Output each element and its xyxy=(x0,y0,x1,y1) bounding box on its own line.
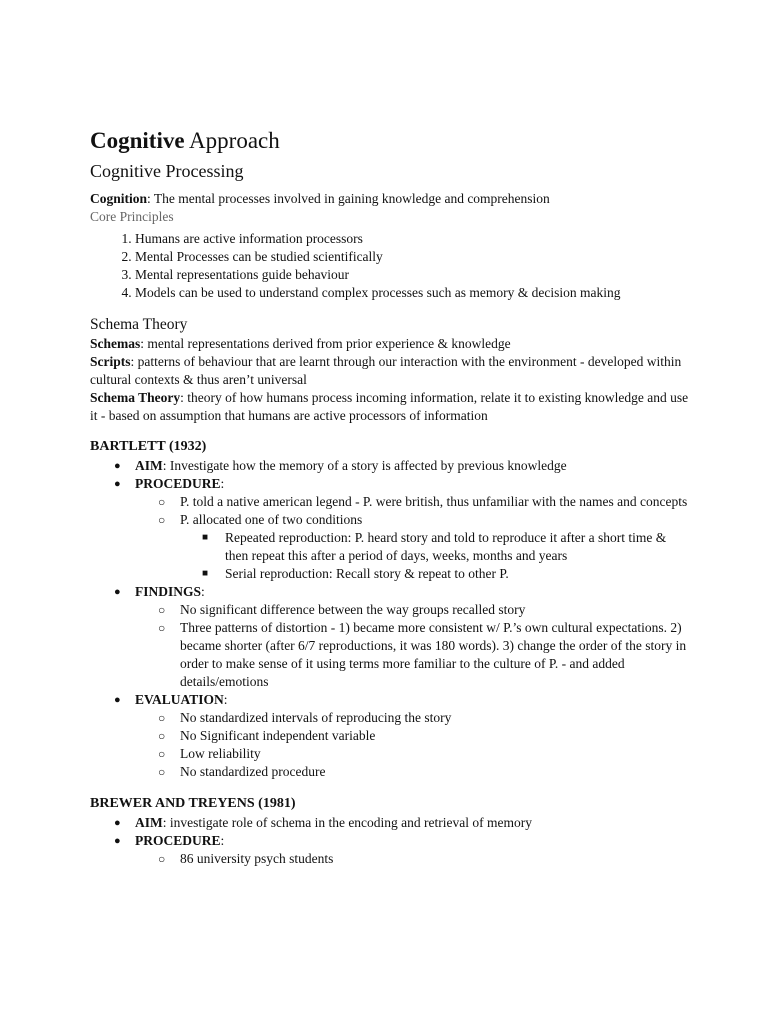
section-heading-schema-theory: Schema Theory xyxy=(90,316,188,333)
document-title xyxy=(90,124,690,158)
findings-label: FINDINGS xyxy=(135,584,202,599)
schema-theory-term: Schema Theory xyxy=(90,390,181,405)
list-item xyxy=(135,763,690,781)
procedure-label: PROCEDURE xyxy=(135,476,221,491)
procedure-sublist xyxy=(135,493,690,583)
section-heading-cognitive-processing: Cognitive Processing xyxy=(90,161,244,181)
procedure-label: PROCEDURE xyxy=(135,833,221,848)
evaluation-text: No standardized procedure xyxy=(180,764,326,779)
evaluation-colon: : xyxy=(223,692,228,707)
schemas-term: Schemas xyxy=(90,336,141,351)
condition-text: Repeated reproduction: P. heard story and told to reproduce it after a short time & then repeat this after a period of days, weeks, months and years xyxy=(225,530,667,563)
study-heading-brewer-treyens: BREWER AND TREYENS (1981) xyxy=(90,796,296,811)
list-item xyxy=(90,457,690,475)
findings-sublist xyxy=(135,601,690,691)
core-principles-list xyxy=(90,230,690,302)
procedure-colon: : xyxy=(220,476,225,491)
list-item xyxy=(90,475,690,583)
circle-marker: ○ xyxy=(158,621,166,635)
circle-marker: ○ xyxy=(158,765,166,779)
title-rest-part: Approach xyxy=(184,128,280,153)
aim-text: : investigate role of schema in the encoding and retrieval of memory xyxy=(162,815,532,830)
principle-item: 3. Mental representations guide behaviour xyxy=(135,266,690,284)
evaluation-text: No standardized intervals of reproducing the story xyxy=(180,710,452,725)
bartlett-list xyxy=(90,457,690,781)
study-heading-bartlett: BARTLETT (1932) xyxy=(90,439,207,454)
bullet-marker: ● xyxy=(114,817,121,829)
cognition-def-text: : The mental processes involved in gaining knowledge and comprehension xyxy=(147,191,550,206)
scripts-definition xyxy=(90,353,690,389)
circle-marker: ○ xyxy=(158,711,166,725)
list-item xyxy=(135,727,690,745)
list-item xyxy=(180,565,690,583)
circle-marker: ○ xyxy=(158,513,166,527)
finding-text: Three patterns of distortion - 1) became more consistent w/ P.’s own cultural expectations. 2) became shorter (after 6/7 reproductions, it was 180 words). 3) change the order of the story in order to make sense of it using terms more familiar to the culture of P. - and added details/emotions xyxy=(180,620,687,689)
schema-theory-def-text: : theory of how humans process incoming information, relate it to existing knowledge and use it - based on assumption that humans are active processors of information xyxy=(90,390,689,423)
circle-marker: ○ xyxy=(158,747,166,761)
circle-marker: ○ xyxy=(158,495,166,509)
bullet-marker: ● xyxy=(114,835,121,847)
procedure-colon: : xyxy=(220,833,225,848)
square-marker: ■ xyxy=(202,568,209,579)
core-principles-label: Core Principles xyxy=(90,209,174,224)
list-item xyxy=(135,745,690,763)
list-item xyxy=(180,529,690,565)
procedure-item-text: 86 university psych students xyxy=(180,851,334,866)
list-item xyxy=(135,709,690,727)
procedure-item-text: P. told a native american legend - P. were british, thus unfamiliar with the names and concepts xyxy=(180,494,688,509)
list-item xyxy=(90,832,690,868)
finding-text: No significant difference between the way groups recalled story xyxy=(180,602,526,617)
bullet-marker: ● xyxy=(114,586,121,598)
list-item xyxy=(135,493,690,511)
schemas-def-text: : mental representations derived from prior experience & knowledge xyxy=(140,336,511,351)
condition-text: Serial reproduction: Recall story & repeat to other P. xyxy=(225,566,509,581)
schema-theory-definition xyxy=(90,389,690,425)
list-item xyxy=(90,583,690,691)
title-bold-part: Cognitive xyxy=(90,128,185,153)
document-page xyxy=(90,124,690,868)
square-marker: ■ xyxy=(202,532,209,543)
evaluation-text: No Significant independent variable xyxy=(180,728,376,743)
scripts-term: Scripts xyxy=(90,354,131,369)
evaluation-text: Low reliability xyxy=(180,746,261,761)
cognition-term: Cognition xyxy=(90,191,148,206)
principle-item: 4. Models can be used to understand complex processes such as memory & decision making xyxy=(135,284,690,302)
bullet-marker: ● xyxy=(114,478,121,490)
procedure-sublist xyxy=(135,850,690,868)
list-item xyxy=(90,691,690,781)
principle-item: 1. Humans are active information processors xyxy=(135,230,690,248)
aim-text: : Investigate how the memory of a story is affected by previous knowledge xyxy=(162,458,567,473)
findings-colon: : xyxy=(201,584,205,599)
scripts-def-text: : patterns of behaviour that are learnt through our interaction with the environment - developed within cultural contexts & thus aren’t universal xyxy=(90,354,682,387)
list-item xyxy=(135,619,690,691)
bullet-marker: ● xyxy=(114,694,121,706)
list-item xyxy=(90,814,690,832)
aim-label: AIM xyxy=(135,815,163,830)
principle-item: 2. Mental Processes can be studied scientifically xyxy=(135,248,690,266)
conditions-sublist xyxy=(180,529,690,583)
brewer-list xyxy=(90,814,690,868)
list-item xyxy=(135,511,690,583)
circle-marker: ○ xyxy=(158,729,166,743)
circle-marker: ○ xyxy=(158,603,166,617)
cognition-definition xyxy=(90,190,690,208)
procedure-item-text: P. allocated one of two conditions xyxy=(180,512,363,527)
schemas-definition xyxy=(90,335,690,353)
list-item xyxy=(135,601,690,619)
list-item xyxy=(135,850,690,868)
evaluation-label: EVALUATION xyxy=(135,692,224,707)
evaluation-sublist xyxy=(135,709,690,781)
aim-label: AIM xyxy=(135,458,163,473)
bullet-marker: ● xyxy=(114,460,121,472)
circle-marker: ○ xyxy=(158,852,166,866)
